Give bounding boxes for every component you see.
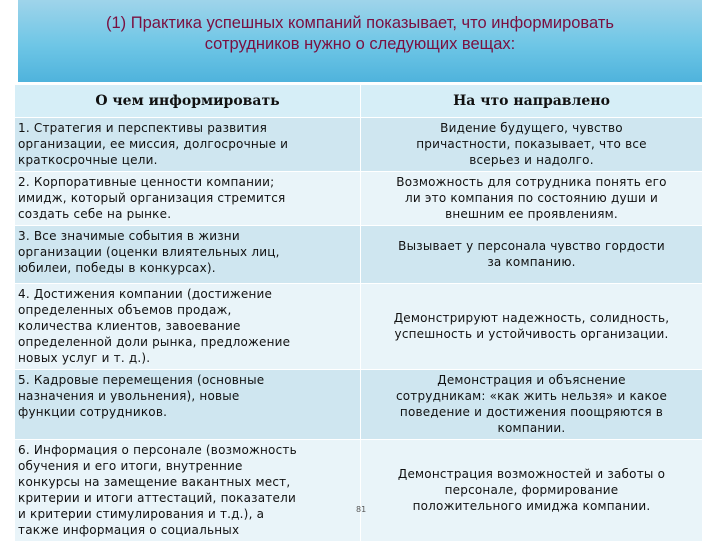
column-header-topic: О чем информировать <box>15 85 361 118</box>
slide-title <box>18 13 702 55</box>
cell-topic-line: 2. Корпоративные ценности компании; <box>18 175 275 189</box>
cell-purpose <box>361 172 703 226</box>
cell-topic-line: обучения и его итоги, внутренние <box>18 459 243 473</box>
cell-purpose-line: Демонстрация возможностей и заботы о <box>397 467 666 481</box>
cell-purpose-line: поведение и достижения поощряются в <box>399 405 664 419</box>
table-body <box>15 118 703 542</box>
cell-topic-line: 6. Информация о персонале (возможность <box>18 443 297 457</box>
cell-purpose-line: Возможность для сотрудника понять его <box>396 175 667 189</box>
slide-title-line-1: (1) Практика успешных компаний показывает, что информировать <box>106 14 614 32</box>
cell-purpose-line: положительного имиджа компании. <box>412 499 651 513</box>
cell-topic-line: также информация о социальных <box>18 523 240 537</box>
cell-purpose-line: внешним ее проявлениям. <box>445 207 618 221</box>
slide-title-line-2: сотрудников нужно о следующих вещах: <box>204 35 516 53</box>
cell-topic-line: имидж, который организация стремится <box>18 191 286 205</box>
cell-topic-line: 4. Достижения компании (достижение <box>18 287 273 301</box>
table-row <box>15 440 703 542</box>
cell-purpose-line: сотрудникам: «как жить нельзя» и какое <box>395 389 668 403</box>
cell-topic-line: назначения и увольнения), новые <box>18 389 240 403</box>
cell-purpose-line: Вызывает у персонала чувство гордости <box>398 239 665 253</box>
cell-topic-line: определенной доли рынка, предложение <box>18 335 291 349</box>
cell-topic-line: 3. Все значимые события в жизни <box>18 229 240 243</box>
cell-purpose-line: Видение будущего, чувство <box>440 121 623 135</box>
cell-purpose <box>361 284 703 370</box>
cell-topic-line: конкурсы на замещение вакантных мест, <box>18 475 291 489</box>
cell-topic-line: определенных объемов продаж, <box>18 303 232 317</box>
cell-topic-line: юбилеи, победы в конкурсах). <box>18 261 216 275</box>
table-row <box>15 370 703 440</box>
cell-purpose-line: за компанию. <box>487 255 576 269</box>
cell-topic-line: организации, ее миссия, долгосрочные и <box>18 137 289 151</box>
cell-topic-line: новых услуг и т. д.). <box>18 351 151 365</box>
cell-purpose-line: успешность и устойчивость организации. <box>394 327 669 341</box>
cell-purpose-line: компании. <box>497 421 566 435</box>
column-header-purpose: На что направлено <box>361 85 703 118</box>
cell-topic <box>15 440 361 542</box>
table-header-row <box>15 85 703 118</box>
cell-topic-line: 5. Кадровые перемещения (основные <box>18 373 265 387</box>
slide-header <box>18 0 702 82</box>
cell-topic-line: количества клиентов, завоевание <box>18 319 241 333</box>
cell-purpose <box>361 118 703 172</box>
cell-topic <box>15 370 361 440</box>
cell-topic-line: организации (оценки влиятельных лиц, <box>18 245 280 259</box>
cell-topic-line: функции сотрудников. <box>18 405 168 419</box>
cell-purpose-line: персонале, формирование <box>444 483 619 497</box>
table-row <box>15 226 703 284</box>
cell-purpose <box>361 226 703 284</box>
cell-topic <box>15 226 361 284</box>
information-table <box>14 84 703 542</box>
table-row <box>15 172 703 226</box>
cell-topic <box>15 284 361 370</box>
cell-topic-line: 1. Стратегия и перспективы развития <box>18 121 268 135</box>
table-row <box>15 118 703 172</box>
cell-purpose <box>361 370 703 440</box>
cell-topic <box>15 172 361 226</box>
table-row <box>15 284 703 370</box>
page-number: 81 <box>356 505 367 514</box>
cell-purpose-line: Демонстрация и объяснение <box>437 373 626 387</box>
cell-topic-line: критерии и итоги аттестаций, показатели <box>18 491 296 505</box>
cell-topic-line: краткосрочные цели. <box>18 153 158 167</box>
cell-topic-line: создать себе на рынке. <box>18 207 172 221</box>
cell-topic <box>15 118 361 172</box>
cell-purpose-line: ли это компания по состоянию души и <box>405 191 658 205</box>
cell-purpose-line: Демонстрируют надежность, солидность, <box>393 311 670 325</box>
cell-purpose <box>361 440 703 542</box>
cell-purpose-line: всерьез и надолго. <box>469 153 594 167</box>
cell-topic-line: и критерии стимулирования и т.д.), а <box>18 507 265 521</box>
cell-purpose-line: причастности, показывает, что все <box>416 137 647 151</box>
